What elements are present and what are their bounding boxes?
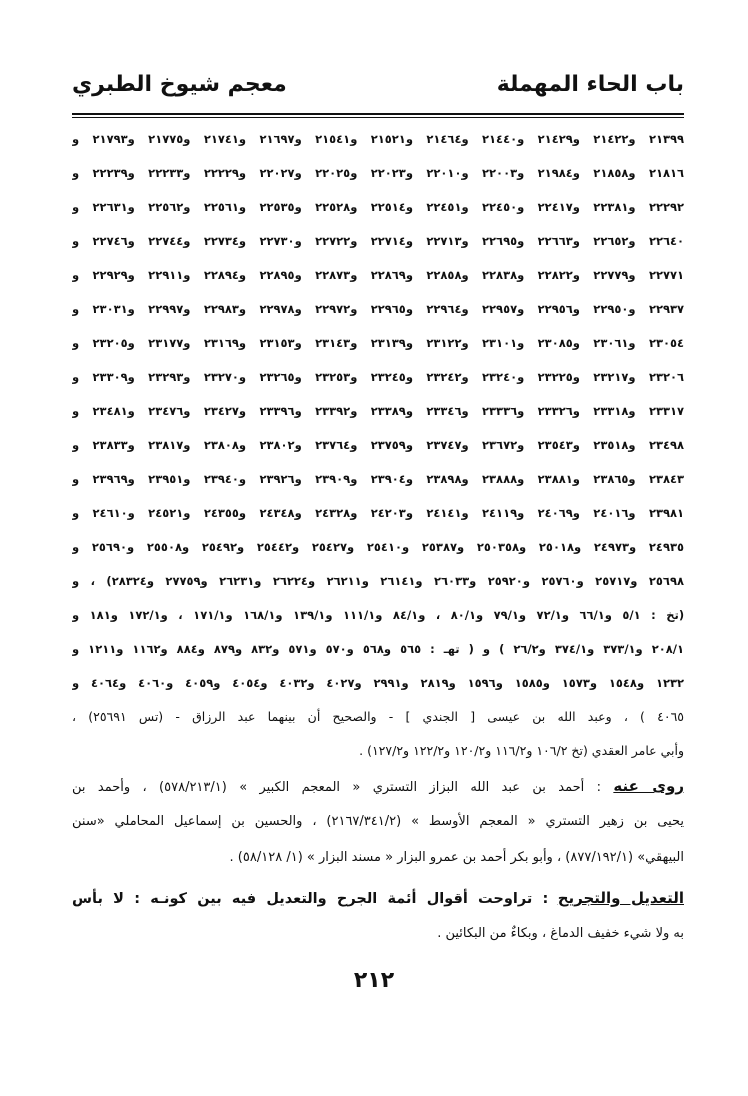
reference-line: ٢٢٢٩٢ و٢٢٣٨١ و٢٢٤١٧ و٢٢٤٥٠ و٢٢٤٥١ و٢٢٥١٤ و٢٢٥٢٨ و٢٢٥٣٥ و٢٢٥٦١ و٢٢٥٦٢ و٢٢٦٣١ و bbox=[72, 200, 684, 214]
reference-line: ٢٣٨٤٣ و٢٣٨٦٥ و٢٣٨٨١ و٢٣٨٨٨ و٢٣٨٩٨ و٢٣٩٠٤ و٢٣٩٠٩ و٢٣٩٢٦ و٢٣٩٤٠ و٢٣٩٥١ و٢٣٩٦٩ و bbox=[72, 472, 684, 486]
reference-line: ٢٢٧٧١ و٢٢٧٧٩ و٢٢٨٢٢ و٢٢٨٣٨ و٢٢٨٥٨ و٢٢٨٦٩ و٢٢٨٧٣ و٢٢٨٩٥ و٢٢٨٩٤ و٢٢٩١١ و٢٢٩٢٩ و bbox=[72, 268, 684, 282]
reference-line: (تخ : ٥/١ و٦٦/١ و٧٢/١ و٧٩/١ و٨٠/١ ، و٨٤/١ و١١١/١ و١٣٩/١ و١٦٨/١ و١٧١/١ ، و١٧٢/١ و١٨١ و bbox=[72, 608, 684, 622]
narrators-line bbox=[72, 768, 684, 804]
narrators-heading: روى عنه bbox=[613, 777, 684, 795]
header-rule-thin bbox=[72, 117, 684, 118]
grading-heading: التعديل والتجريح bbox=[557, 889, 684, 907]
header-rule-thick bbox=[72, 113, 684, 115]
book-title: معجم شيوخ الطبري bbox=[72, 72, 287, 97]
reference-line: ٢١٨١٦ و٢١٨٥٨ و٢١٩٨٤ و٢٢٠٠٣ و٢٢٠١٠ و٢٢٠٢٣ و٢٢٠٢٥ و٢٢٠٢٧ و٢٢٢٢٩ و٢٢٢٣٣ و٢٢٢٣٩ و bbox=[72, 166, 684, 180]
narrators-text: : أحمد بن عبد الله البزاز التستري « المعجم الكبير » (٥٧٨/٢١٣/١) ، وأحمد بن bbox=[72, 780, 601, 795]
reference-line: ٢٥٦٩٨ و٢٥٧١٧ و٢٥٧٦٠ و٢٥٩٢٠ و٢٦٠٣٣ و٢٦١٤١ و٢٦٢١١ و٢٦٢٢٤ و٢٦٢٣١ و٢٧٧٥٩ و٢٨٣٢٤) ، و bbox=[72, 574, 684, 588]
grading-section bbox=[72, 880, 684, 952]
reference-list bbox=[72, 122, 684, 768]
grading-line: به ولا شيء خفيف الدماغ ، وبكاءٌ من البكائين . bbox=[437, 926, 684, 941]
reference-line: ٢٣٣١٧ و٢٣٣١٨ و٢٣٣٢٦ و٢٣٣٣٦ و٢٣٣٤٦ و٢٣٣٨٩ و٢٣٣٩٢ و٢٣٣٩٦ و٢٣٤٢٧ و٢٣٤٧٦ و٢٣٤٨١ و bbox=[72, 404, 684, 418]
reference-line: ١٢٣٢ و١٥٤٨ و١٥٧٣ و١٥٨٥ و١٥٩٦ و٢٨١٩ و٢٩٩١ و٤٠٢٧ و٤٠٣٢ و٤٠٥٤ و٤٠٥٩ و٤٠٦٠ و٤٠٦٤ و bbox=[72, 676, 684, 690]
reference-line: ٢٢٦٤٠ و٢٢٦٥٢ و٢٢٦٦٣ و٢٢٦٩٥ و٢٢٧١٣ و٢٢٧١٤ و٢٢٧٢٢ و٢٢٧٣٠ و٢٢٧٣٤ و٢٢٧٤٤ و٢٢٧٤٦ و bbox=[72, 234, 684, 248]
reference-line: ٢٢٩٣٧ و٢٢٩٥٠ و٢٢٩٥٦ و٢٢٩٥٧ و٢٢٩٦٤ و٢٢٩٦٥ و٢٢٩٧٢ و٢٢٩٧٨ و٢٢٩٨٣ و٢٢٩٩٧ و٢٣٠٣١ و bbox=[72, 302, 684, 316]
narrators-line: يحيى بن زهير التستري « المعجم الأوسط » (٢١٦٧/٣٤١/٢) ، والحسين بن إسماعيل المحاملي «سنن bbox=[72, 814, 684, 829]
reference-line: ٤٠٦٥ ) ، وعبد الله بن عيسى [ الجندي ] - والصحيح أن بينهما عبد الرزاق - (تس ٢٥٦٩١) ، bbox=[72, 709, 684, 724]
reference-line: ٢٣٤٩٨ و٢٣٥١٨ و٢٣٥٤٣ و٢٣٦٧٢ و٢٣٧٤٧ و٢٣٧٥٩ و٢٣٧٦٤ و٢٣٨٠٢ و٢٣٨٠٨ و٢٣٨١٧ و٢٣٨٣٣ و bbox=[72, 438, 684, 452]
page-number: ٢١٢ bbox=[353, 968, 395, 993]
narrators-line: البيهقي» (٨٧٧/١٩٢/١) ، وأبو بكر أحمد بن عمرو البزار « مسند البزار » (١/ ٥٨/١٢٨) . bbox=[229, 850, 684, 865]
reference-line: ٢٣٠٥٤ و٢٣٠٦١ و٢٣٠٨٥ و٢٣١٠١ و٢٣١٢٢ و٢٣١٣٩ و٢٣١٤٣ و٢٣١٥٣ و٢٣١٦٩ و٢٣١٧٧ و٢٣٢٠٥ و bbox=[72, 336, 684, 350]
narrators-section bbox=[72, 768, 684, 876]
running-header bbox=[72, 68, 684, 108]
reference-line: ٢٠٨/١ و٣٧٣/١ و٣٧٤/١ و٢٦/٢ ) و ( تهـ : ٥٦٥ و٥٦٨ و٥٧٠ و٥٧١ و٨٣٢ و٨٧٩ و٨٨٤ و١١٦٢ و١٢١١ و bbox=[72, 642, 684, 656]
grading-text: : تراوحت أقوال أئمة الجرح والتعديل فيه بين كونـه : لا بأس bbox=[72, 891, 549, 907]
reference-line: ٢١٣٩٩ و٢١٤٢٢ و٢١٤٢٩ و٢١٤٤٠ و٢١٤٦٤ و٢١٥٢١ و٢١٥٤١ و٢١٦٩٧ و٢١٧٤١ و٢١٧٧٥ و٢١٧٩٣ و bbox=[72, 132, 684, 146]
reference-line: وأبي عامر العقدي (تخ ١٠٦/٢ و١١٦/٢ و١٢٠/٢ و١٢٢/٢ و١٢٧/٢) . bbox=[359, 743, 684, 758]
reference-line: ٢٣٢٠٦ و٢٣٢١٧ و٢٣٢٢٥ و٢٣٢٤٠ و٢٣٢٤٢ و٢٣٢٤٥ و٢٣٢٥٣ و٢٣٢٦٥ و٢٣٢٧٠ و٢٣٢٩٣ و٢٣٣٠٩ و bbox=[72, 370, 684, 384]
reference-line: ٢٤٩٣٥ و٢٤٩٧٣ و٢٥٠١٨ و٢٥٠٣٥٨ و٢٥٣٨٧ و٢٥٤١٠ و٢٥٤٢٧ و٢٥٤٤٢ و٢٥٤٩٢ و٢٥٥٠٨ و٢٥٦٩٠ و bbox=[72, 540, 684, 554]
grading-line bbox=[72, 880, 684, 916]
chapter-title: باب الحاء المهملة bbox=[496, 72, 684, 97]
reference-line: ٢٣٩٨١ و٢٤٠١٦ و٢٤٠٦٩ و٢٤١١٩ و٢٤١٤١ و٢٤٢٠٣ و٢٤٣٢٨ و٢٤٣٤٨ و٢٤٣٥٥ و٢٤٥٢١ و٢٤٦١٠ و bbox=[72, 506, 684, 520]
